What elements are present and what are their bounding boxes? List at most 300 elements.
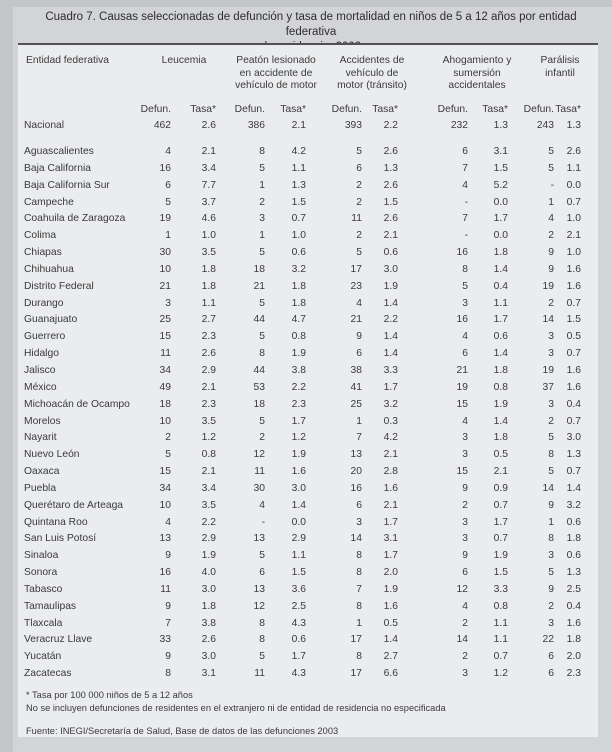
defun-header: Defun.: [234, 104, 265, 115]
value-cell: 2.1: [201, 146, 216, 157]
value-cell: 2.2: [383, 314, 398, 326]
column-group-ahogamiento: [443, 55, 512, 93]
tasa-header: Tasa*: [280, 104, 306, 115]
value-cell: 1.6: [566, 381, 581, 393]
value-cell: 4.2: [291, 146, 306, 157]
value-cell: 1.0: [566, 213, 581, 225]
value-cell: 2.9: [291, 533, 306, 545]
entity-name-cell: Nuevo León: [24, 449, 80, 461]
entity-name-cell: Distrito Federal: [24, 280, 94, 292]
table-row: [18, 247, 598, 264]
value-cell: 2.7: [201, 314, 216, 326]
entity-name-cell: Nayarit: [24, 432, 57, 444]
value-cell: 0.8: [291, 331, 306, 343]
entity-name-cell: Durango: [24, 297, 64, 309]
value-cell: 49: [159, 381, 171, 393]
value-cell: 0.7: [493, 533, 508, 545]
column-group-peaton: [235, 55, 317, 93]
value-cell: 5: [356, 247, 362, 259]
table-row: [18, 466, 598, 483]
value-cell: 1.1: [566, 162, 581, 174]
value-cell: 13: [253, 583, 265, 595]
value-cell: 1: [548, 196, 554, 208]
value-cell: 3: [165, 297, 171, 309]
value-cell: -: [464, 230, 468, 242]
value-cell: 5: [259, 415, 265, 427]
value-cell: 4.2: [383, 432, 398, 444]
value-cell: 5: [548, 466, 554, 478]
value-cell: 4: [259, 499, 265, 511]
value-cell: 6.6: [383, 668, 398, 680]
value-cell: 2.1: [383, 499, 398, 511]
value-cell: 0.8: [201, 449, 216, 461]
value-cell: 2.3: [291, 398, 306, 410]
entity-name-cell: Morelos: [24, 415, 61, 427]
entity-name-cell: Tabasco: [24, 583, 63, 595]
value-cell: 2.6: [201, 348, 216, 360]
value-cell: 18: [159, 398, 171, 410]
value-cell: 19: [542, 364, 554, 376]
value-cell: 0.0: [493, 196, 508, 208]
value-cell: 21: [456, 364, 468, 376]
value-cell: 18: [253, 398, 265, 410]
value-cell: 3.2: [566, 499, 581, 511]
value-cell: 13: [350, 449, 362, 461]
value-cell: 0.8: [493, 600, 508, 612]
value-cell: 0.7: [493, 499, 508, 511]
value-cell: 6: [462, 567, 468, 579]
value-cell: 9: [356, 331, 362, 343]
value-cell: 4.3: [291, 668, 306, 680]
value-cell: 44: [253, 314, 265, 326]
value-cell: 3: [462, 516, 468, 528]
table-row: [18, 230, 598, 247]
nacional-data-row: [18, 120, 598, 131]
value-cell: 2.7: [383, 651, 398, 663]
value-cell: 6: [462, 348, 468, 360]
value-cell: 3.0: [566, 432, 581, 444]
value-cell: 386: [247, 120, 265, 131]
entity-name-cell: Zacatecas: [24, 668, 72, 680]
value-cell: 4: [462, 600, 468, 612]
entity-name-cell: Puebla: [24, 482, 57, 494]
value-cell: 6: [259, 567, 265, 579]
value-cell: 19: [542, 280, 554, 292]
subheader-row: [18, 104, 598, 115]
tasa-header: Tasa*: [372, 104, 398, 115]
value-cell: 6: [165, 179, 171, 191]
entity-name-cell: México: [24, 381, 57, 393]
value-cell: 10: [159, 263, 171, 275]
entity-name-cell: Veracruz Llave: [24, 634, 93, 646]
value-cell: 5: [259, 331, 265, 343]
value-cell: 3: [548, 550, 554, 562]
value-cell: 16: [159, 162, 171, 174]
value-cell: 6: [548, 668, 554, 680]
table-row: [18, 163, 598, 180]
value-cell: 16: [350, 482, 362, 494]
nacional-row: [18, 120, 598, 131]
value-cell: 5: [548, 567, 554, 579]
value-cell: 7: [356, 583, 362, 595]
value-cell: 2: [462, 499, 468, 511]
entity-name-cell: Hidalgo: [24, 348, 59, 360]
value-cell: 1.3: [566, 449, 581, 461]
entity-name-cell: Guanajuato: [24, 314, 78, 326]
value-cell: 1.3: [566, 120, 581, 131]
value-cell: 2.1: [383, 230, 398, 242]
value-cell: 16: [456, 314, 468, 326]
value-cell: 2.1: [566, 230, 581, 242]
value-cell: 2: [462, 617, 468, 629]
value-cell: 8: [356, 550, 362, 562]
entity-name-cell: Chihuahua: [24, 263, 74, 275]
entity-name-cell: Nacional: [24, 120, 65, 131]
value-cell: 0.7: [493, 651, 508, 663]
value-cell: 2: [356, 196, 362, 208]
table-row: [18, 550, 598, 567]
value-cell: 6: [548, 651, 554, 663]
value-cell: 0.0: [291, 516, 306, 528]
value-cell: 2.9: [201, 364, 216, 376]
table-row: [18, 668, 598, 685]
value-cell: 1.3: [291, 179, 306, 191]
value-cell: 9: [165, 600, 171, 612]
value-cell: 37: [542, 381, 554, 393]
value-cell: 3: [462, 297, 468, 309]
value-cell: 1.7: [493, 314, 508, 326]
value-cell: 3.1: [493, 146, 508, 157]
value-cell: 2.6: [201, 634, 216, 646]
value-cell: 5.2: [493, 179, 508, 191]
value-cell: 15: [159, 466, 171, 478]
value-cell: 7: [165, 617, 171, 629]
value-cell: 12: [456, 583, 468, 595]
table-row: [18, 314, 598, 331]
tasa-header: Tasa*: [190, 104, 216, 115]
value-cell: 9: [462, 482, 468, 494]
value-cell: 2.0: [383, 567, 398, 579]
column-group-line: sumersión: [453, 67, 501, 79]
value-cell: 1.7: [493, 213, 508, 225]
column-group-accidentes: [337, 55, 407, 93]
value-cell: 0.7: [566, 196, 581, 208]
value-cell: 19: [159, 213, 171, 225]
column-group-line: Ahogamiento y: [442, 55, 512, 66]
value-cell: 1.9: [383, 280, 398, 292]
value-cell: 2.3: [566, 668, 581, 680]
value-cell: 3.8: [201, 617, 216, 629]
value-cell: 34: [159, 364, 171, 376]
value-cell: 1: [165, 230, 171, 242]
defun-header: Defun.: [523, 104, 554, 115]
value-cell: 0.5: [566, 331, 581, 343]
value-cell: 5: [259, 651, 265, 663]
row-header-label: Entidad federativa: [26, 55, 110, 66]
value-cell: 2: [259, 432, 265, 444]
column-group-paralisis: [541, 55, 580, 80]
value-cell: 3.5: [201, 415, 216, 427]
entity-name-cell: Sonora: [24, 567, 58, 579]
value-cell: 1.4: [291, 499, 306, 511]
value-cell: 5: [548, 146, 554, 157]
defun-header: Defun.: [140, 104, 171, 115]
value-cell: 11: [254, 668, 265, 680]
value-cell: 3.1: [201, 668, 216, 680]
value-cell: 3: [356, 516, 362, 528]
value-cell: 8: [259, 634, 265, 646]
value-cell: 0.7: [566, 348, 581, 360]
value-cell: 1.7: [493, 516, 508, 528]
value-cell: 1.8: [566, 634, 581, 646]
value-cell: 3: [548, 617, 554, 629]
value-cell: 5: [259, 550, 265, 562]
value-cell: 1.7: [383, 550, 398, 562]
value-cell: 1.5: [566, 314, 581, 326]
value-cell: 10: [159, 415, 171, 427]
value-cell: 2: [356, 230, 362, 242]
value-cell: 1.9: [201, 550, 216, 562]
value-cell: 2.1: [383, 449, 398, 461]
value-cell: 9: [548, 499, 554, 511]
value-cell: 0.6: [291, 634, 306, 646]
defun-header: Defun.: [437, 104, 468, 115]
value-cell: 1.4: [383, 297, 398, 309]
value-cell: 3: [462, 668, 468, 680]
table-row: [18, 416, 598, 433]
value-cell: 1: [259, 230, 265, 242]
value-cell: 2.1: [291, 120, 306, 131]
value-cell: 9: [548, 263, 554, 275]
value-cell: 5: [462, 280, 468, 292]
value-cell: 9: [165, 550, 171, 562]
value-cell: 2: [165, 432, 171, 444]
value-cell: 2.8: [383, 466, 398, 478]
entity-name-cell: San Luis Potosí: [24, 533, 97, 545]
value-cell: 1: [356, 617, 362, 629]
column-group-line: infantil: [545, 67, 575, 79]
value-cell: 1.9: [493, 398, 508, 410]
value-cell: 3.8: [291, 364, 306, 376]
value-cell: 0.9: [493, 482, 508, 494]
value-cell: 25: [159, 314, 171, 326]
value-cell: 2.3: [201, 331, 216, 343]
page-left-edge: [0, 0, 13, 752]
value-cell: 2.5: [291, 600, 306, 612]
entity-name-cell: Oaxaca: [24, 466, 60, 478]
value-cell: 0.7: [291, 213, 306, 225]
value-cell: 2.9: [201, 533, 216, 545]
value-cell: 1.8: [201, 600, 216, 612]
column-group-line: accidentales: [448, 80, 506, 92]
value-cell: 4.3: [291, 617, 306, 629]
value-cell: 17: [350, 634, 362, 646]
value-cell: -: [550, 179, 554, 191]
value-cell: 1.1: [493, 617, 508, 629]
value-cell: 15: [159, 331, 171, 343]
value-cell: 16: [159, 567, 171, 579]
value-cell: 2.2: [201, 516, 216, 528]
value-cell: 2.6: [201, 120, 216, 131]
value-cell: 0.6: [493, 331, 508, 343]
value-cell: 3: [548, 398, 554, 410]
value-cell: 4: [356, 297, 362, 309]
value-cell: 5: [548, 432, 554, 444]
table-row: [18, 500, 598, 517]
value-cell: 25: [350, 398, 362, 410]
value-cell: 11: [160, 348, 171, 360]
value-cell: 12: [253, 600, 265, 612]
entity-name-cell: Sinaloa: [24, 550, 59, 562]
value-cell: 18: [253, 263, 265, 275]
value-cell: 8: [259, 146, 265, 157]
table-row: [18, 618, 598, 635]
value-cell: 3.7: [201, 196, 216, 208]
value-cell: 17: [350, 263, 362, 275]
table-row: [18, 634, 598, 651]
value-cell: 4.6: [201, 213, 216, 225]
table-body: [18, 146, 598, 685]
value-cell: 1.6: [566, 263, 581, 275]
value-cell: 4: [462, 179, 468, 191]
value-cell: 3.4: [201, 482, 216, 494]
value-cell: 232: [450, 120, 468, 131]
value-cell: 38: [350, 364, 362, 376]
value-cell: 21: [253, 280, 265, 292]
value-cell: 1.1: [291, 162, 306, 174]
value-cell: 0.3: [383, 415, 398, 427]
value-cell: 1: [259, 179, 265, 191]
value-cell: 1.1: [291, 550, 306, 562]
value-cell: 1.7: [383, 516, 398, 528]
value-cell: 2.3: [201, 398, 216, 410]
value-cell: 8: [548, 449, 554, 461]
value-cell: 1.5: [493, 567, 508, 579]
value-cell: 1.9: [493, 550, 508, 562]
table-row: [18, 213, 598, 230]
value-cell: 1.1: [493, 297, 508, 309]
value-cell: 2.1: [493, 466, 508, 478]
column-group-line: Accidentes de: [339, 55, 405, 66]
entity-name-cell: Baja California Sur: [24, 179, 110, 191]
value-cell: 1.1: [201, 297, 216, 309]
value-cell: 0.8: [493, 381, 508, 393]
table-row: [18, 331, 598, 348]
value-cell: 5: [548, 162, 554, 174]
value-cell: 0.7: [566, 415, 581, 427]
value-cell: 1.8: [291, 280, 306, 292]
value-cell: 2: [356, 179, 362, 191]
entity-name-cell: Campeche: [24, 196, 74, 208]
value-cell: 3.1: [383, 533, 398, 545]
footnote-exclusion: No se incluyen defunciones de residentes en el extranjero ni de entidad de residencia no especificada: [26, 703, 446, 713]
column-group-leucemia: [162, 55, 207, 68]
value-cell: 0.4: [493, 280, 508, 292]
value-cell: 1: [548, 516, 554, 528]
value-cell: 1.4: [493, 348, 508, 360]
value-cell: 13: [159, 533, 171, 545]
value-cell: 5: [165, 449, 171, 461]
column-group-line: Parálisis: [540, 55, 580, 66]
value-cell: 1.2: [291, 432, 306, 444]
value-cell: 3.0: [201, 651, 216, 663]
value-cell: 15: [456, 398, 468, 410]
value-cell: 2.2: [291, 381, 306, 393]
value-cell: 20: [350, 466, 362, 478]
value-cell: 4: [462, 415, 468, 427]
value-cell: 17: [350, 668, 362, 680]
footnote-source: Fuente: INEGI/Secretaría de Salud, Base de datos de las defunciones 2003: [26, 726, 339, 736]
value-cell: -: [464, 196, 468, 208]
value-cell: 3.3: [383, 364, 398, 376]
value-cell: 393: [344, 120, 362, 131]
value-cell: 13: [253, 533, 265, 545]
value-cell: 0.6: [566, 516, 581, 528]
table-row: [18, 348, 598, 365]
value-cell: 2: [548, 600, 554, 612]
value-cell: 1.8: [493, 247, 508, 259]
value-cell: 1.6: [291, 466, 306, 478]
value-cell: 19: [456, 381, 468, 393]
value-cell: -: [261, 516, 265, 528]
value-cell: 22: [542, 634, 554, 646]
entity-name-cell: Querétaro de Arteaga: [24, 499, 124, 511]
value-cell: 1.0: [291, 230, 306, 242]
value-cell: 462: [153, 120, 171, 131]
table-row: [18, 483, 598, 500]
value-cell: 6: [356, 162, 362, 174]
footnote-rate: * Tasa por 100 000 niños de 5 a 12 años: [26, 690, 193, 700]
value-cell: 11: [351, 213, 362, 225]
value-cell: 53: [253, 381, 265, 393]
value-cell: 1.3: [383, 162, 398, 174]
value-cell: 2: [548, 230, 554, 242]
value-cell: 3.3: [493, 583, 508, 595]
table-row: [18, 517, 598, 534]
value-cell: 3.5: [201, 499, 216, 511]
value-cell: 3.5: [201, 247, 216, 259]
table-content: [18, 45, 598, 737]
value-cell: 33: [159, 634, 171, 646]
entity-name-cell: Aguascalientes: [24, 146, 94, 157]
value-cell: 8: [356, 651, 362, 663]
value-cell: 1.5: [291, 196, 306, 208]
column-group-line: Peatón lesionado: [236, 55, 316, 66]
value-cell: 1.4: [566, 482, 581, 494]
column-group-line: motor (tránsito): [337, 80, 407, 92]
value-cell: 1.8: [493, 432, 508, 444]
value-cell: 3.2: [383, 398, 398, 410]
value-cell: 5: [165, 196, 171, 208]
value-cell: 21: [159, 280, 171, 292]
value-cell: 2.6: [566, 146, 581, 157]
value-cell: 4: [165, 146, 171, 157]
table-row: [18, 180, 598, 197]
value-cell: 14: [350, 533, 362, 545]
value-cell: 0.0: [566, 179, 581, 191]
value-cell: 9: [462, 550, 468, 562]
value-cell: 243: [536, 120, 554, 131]
value-cell: 8: [356, 600, 362, 612]
value-cell: 3.0: [383, 263, 398, 275]
value-cell: 14: [542, 314, 554, 326]
value-cell: 1.8: [201, 280, 216, 292]
value-cell: 1.6: [383, 600, 398, 612]
value-cell: 2.6: [383, 179, 398, 191]
tasa-header: Tasa*: [555, 104, 581, 115]
value-cell: 5: [356, 146, 362, 157]
value-cell: 9: [165, 651, 171, 663]
